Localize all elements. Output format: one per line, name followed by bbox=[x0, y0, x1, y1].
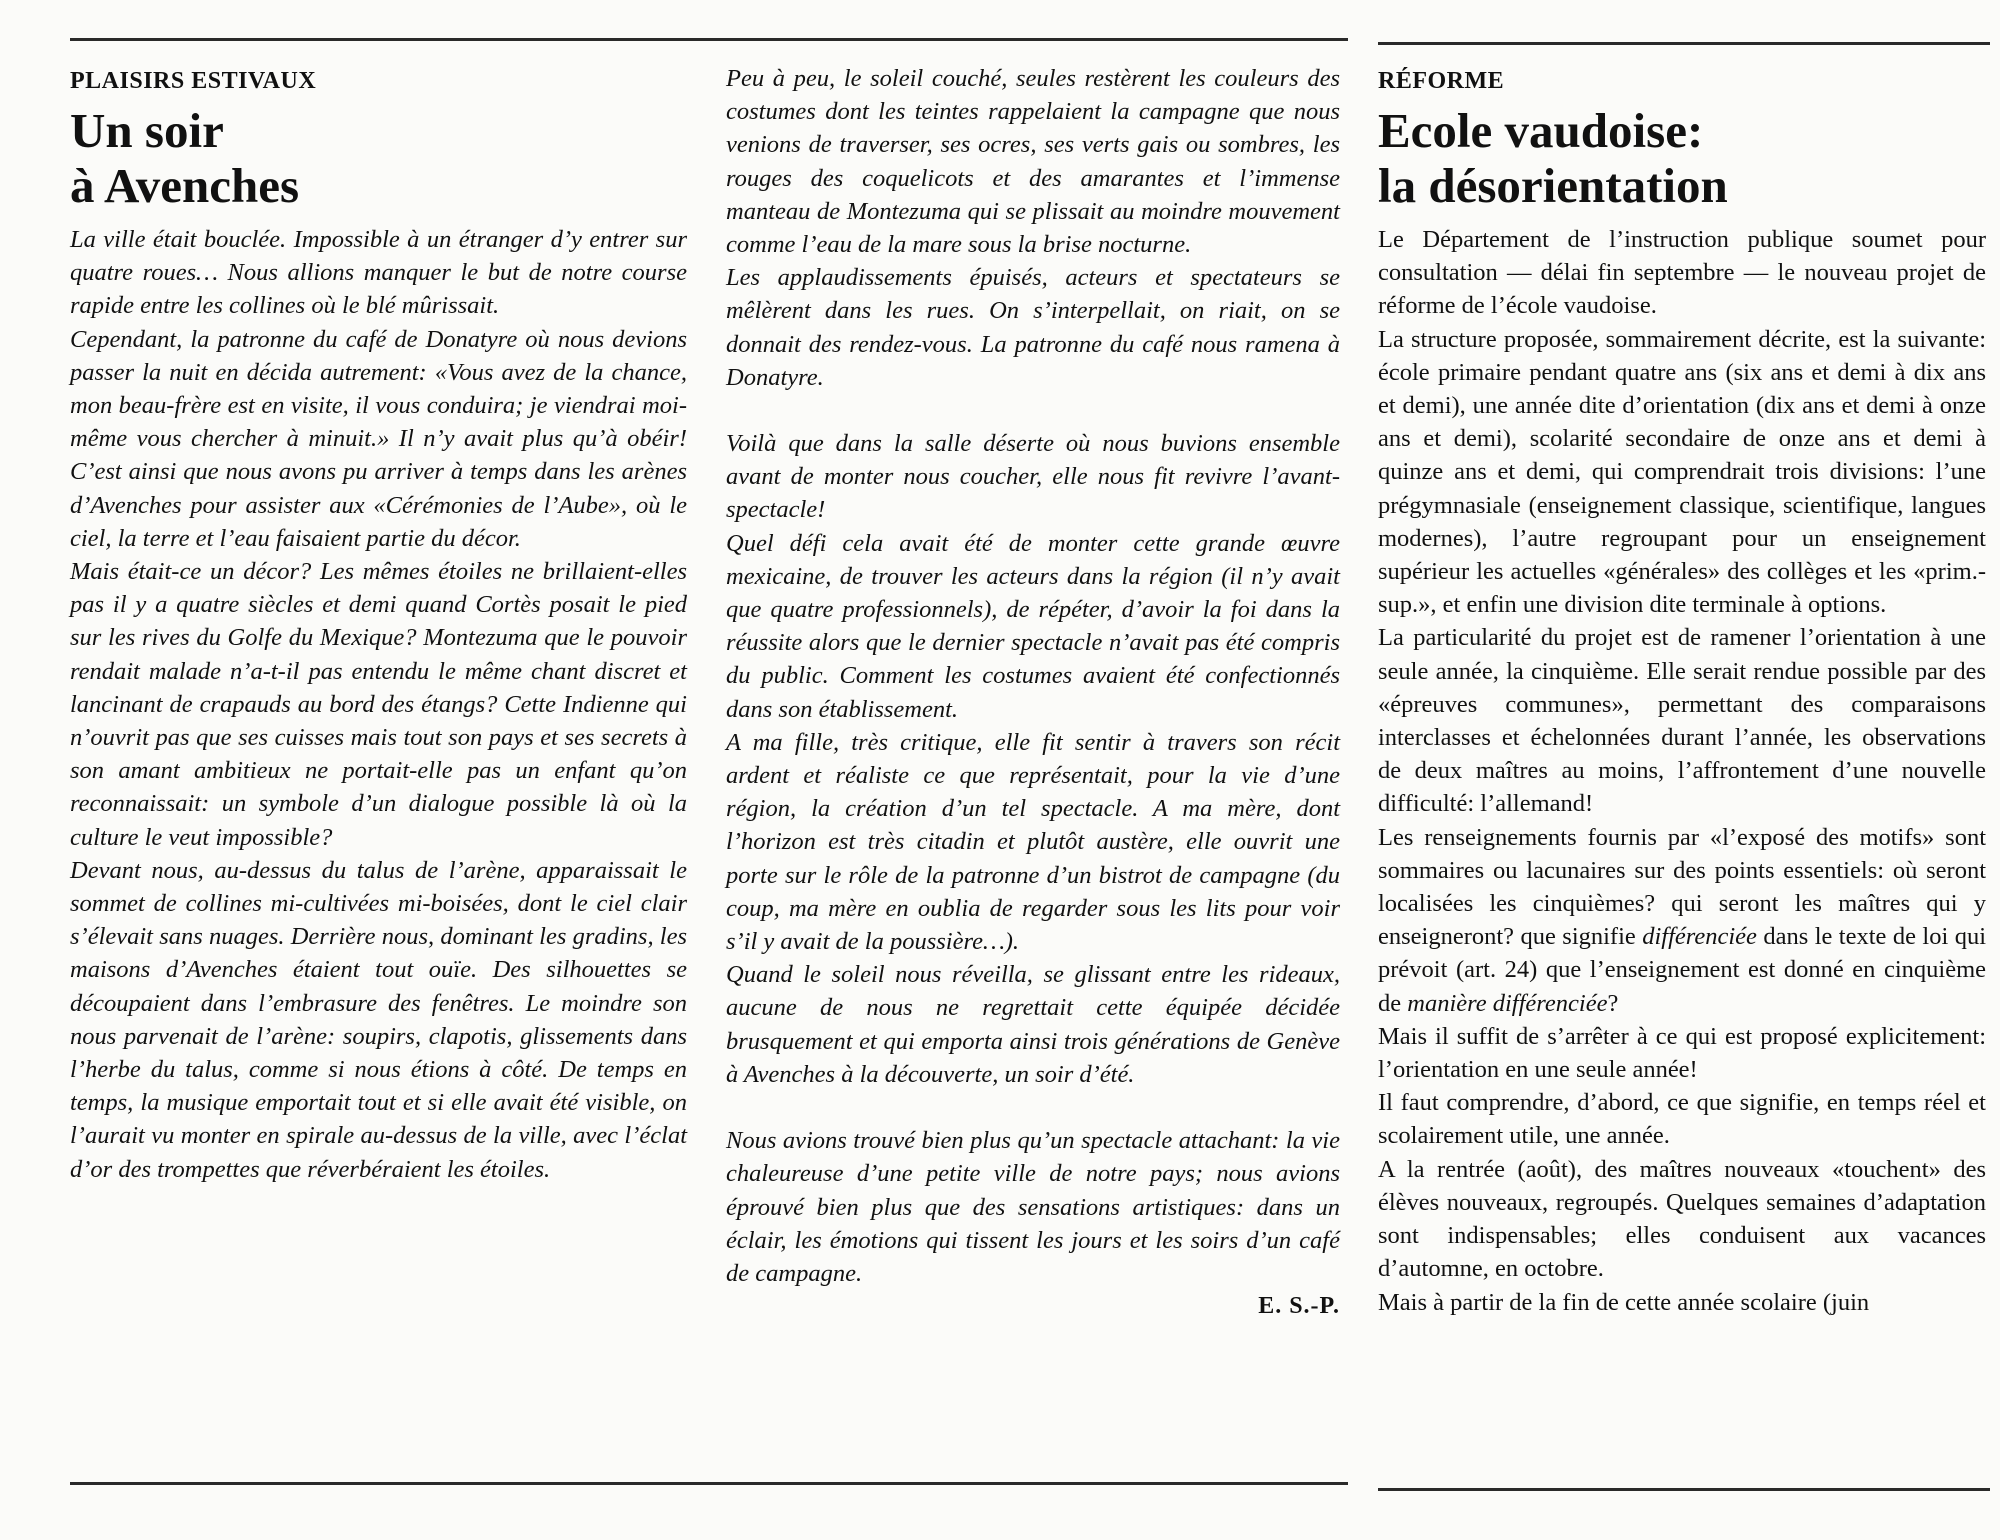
right-p4-text-b: dans le texte de loi qui prévoit (art. 24) que l’enseignement est donné en cinquième de bbox=[1378, 923, 1986, 1017]
middle-paragraph-5: A ma fille, très critique, elle fit sentir à travers son récit ardent et réaliste ce que représentait, pour la vie d’une région, la création d’un tel spectacle. A ma mère, dont l’horizon est très citadin et plutôt austère, elle ouvrit une porte sur le rôle de la patronne d’un bistrot de campagne (du coup, ma mère en oublia de regarder sous les lits pour voir s’il y avait de la poussière…). bbox=[726, 728, 1340, 956]
right-p4-emphasis-1: différenciée bbox=[1642, 923, 1757, 951]
bottom-rule-right bbox=[1378, 1488, 1990, 1491]
left-headline bbox=[70, 103, 687, 213]
right-headline-line1: Ecole vaudoise: bbox=[1378, 103, 1704, 158]
right-article bbox=[1378, 62, 1986, 1319]
right-p4-emphasis-2: manière différenciée bbox=[1407, 989, 1608, 1017]
right-paragraph-8: Mais à partir de la fin de cette année scolaire (juin bbox=[1378, 1288, 1870, 1316]
right-paragraph-1: Le Département de l’instruction publique soumet pour consultation — délai fin septembre — le nouveau projet de réforme de l’école vaudoise. bbox=[1378, 226, 1986, 320]
right-paragraph-5: Mais il suffit de s’arrêter à ce qui est proposé explicitement: l’orientation en une seule année! bbox=[1378, 1022, 1986, 1084]
author-signature: E. S.-P. bbox=[1258, 1293, 1340, 1320]
right-paragraph-4 bbox=[1378, 821, 1986, 1020]
middle-column bbox=[726, 62, 1340, 1323]
right-headline-line2: la désorientation bbox=[1378, 158, 1728, 213]
left-headline-line2: à Avenches bbox=[70, 158, 300, 213]
middle-paragraph-1: Peu à peu, le soleil couché, seules restèrent les couleurs des costumes dont les teintes rappelaient la campagne que nous venions de traverser, ses ocres, ses verts gais ou sombres, les rouges des coquelicots et des amarantes et l’immense manteau de Montezuma qui se plissait au moindre mouvement comme l’eau de la mare sous la brise nocturne. bbox=[726, 65, 1340, 259]
top-rule-left bbox=[70, 38, 1348, 41]
middle-paragraph-3: Voilà que dans la salle déserte où nous buvions ensemble avant de monter nous coucher, elle nous fit revivre l’avant-spectacle! bbox=[726, 430, 1340, 524]
left-kicker: PLAISIRS ESTIVAUX bbox=[70, 68, 317, 94]
left-headline-line1: Un soir bbox=[70, 103, 224, 158]
right-paragraph-7: A la rentrée (août), des maîtres nouveaux «touchent» des élèves nouveaux, regroupés. Quelques semaines d’adaptation sont indispensables; elles conduisent aux vacances d’automne, en octobre. bbox=[1378, 1155, 1986, 1283]
left-paragraph-2: Cependant, la patronne du café de Donatyre où nous devions passer la nuit en décida autrement: «Vous avez de la chance, mon beau-frère est en visite, il vous conduira; je viendrai moi-même vous chercher à minuit.» Il n’y avait plus qu’à obéir! C’est ainsi que nous avons pu arriver à temps dans les arènes d’Avenches pour assister aux «Cérémonies de l’Aube», où le ciel, la terre et l’eau faisaient partie du décor. bbox=[70, 325, 687, 552]
middle-paragraph-7: Nous avions trouvé bien plus qu’un spectacle attachant: la vie chaleureuse d’une petite ville de notre pays; nous avions éprouvé bien plus que des sensations artistiques: dans un éclair, les émotions qui tissent les jours et les soirs d’un café de campagne. bbox=[726, 1127, 1340, 1287]
right-p4-text-a: Les renseignements fournis par «l’exposé des motifs» sont sommaires ou lacunaires sur des points essentiels: où seront localisées les cinquièmes? qui seront les maîtres qui y enseigneront? que signifie bbox=[1378, 823, 1986, 951]
middle-paragraph-2: Les applaudissements épuisés, acteurs et spectateurs se mêlèrent dans les rues. On s’interpellait, on riait, on se donnait des rendez-vous. La patronne du café nous ramena à Donatyre. bbox=[726, 264, 1340, 391]
right-headline bbox=[1378, 103, 1986, 213]
top-rule-right bbox=[1378, 42, 1990, 45]
left-paragraph-3: Mais était-ce un décor? Les mêmes étoiles ne brillaient-elles pas il y a quatre siècles et demi quand Cortès posait le pied sur les rives du Golfe du Mexique? Montezuma que le pouvoir rendait malade n’a-t-il pas entendu le même chant discret et lancinant de crapauds au bord des étangs? Cette Indienne qui n’ouvrit pas que ses cuisses mais tout son pays et ses secrets à son amant ambitieux ne portait-elle pas un enfant qu’on reconnaissait: un symbole d’un dialogue possible là où la culture le veut impossible? bbox=[70, 558, 687, 851]
middle-paragraph-4: Quel défi cela avait été de monter cette grande œuvre mexicaine, de trouver les acteurs dans la région (il n’y avait que quatre professionnels), de répéter, d’avoir la foi dans la réussite alors que le dernier spectacle n’avait pas été compris du public. Comment les costumes avaient été confectionnés dans son établissement. bbox=[726, 529, 1340, 723]
left-article bbox=[70, 62, 687, 1186]
middle-paragraph-6: Quand le soleil nous réveilla, se glissant entre les rideaux, aucune de nous ne regrettait cette équipée décidée brusquement et qui emporta ainsi trois générations de Genève à Avenches à la découverte, un soir d’été. bbox=[726, 961, 1340, 1088]
right-paragraph-6: Il faut comprendre, d’abord, ce que signifie, en temps réel et scolairement utile, une année. bbox=[1378, 1089, 1986, 1150]
left-paragraph-1: La ville était bouclée. Impossible à un étranger d’y entrer sur quatre roues… Nous allions manquer le but de notre course rapide entre les collines où le blé mûrissait. bbox=[70, 226, 687, 320]
left-paragraph-4: Devant nous, au-dessus du talus de l’arène, apparaissait le sommet de collines mi-cultivées mi-boisées, dont le ciel clair s’élevait sans nuages. Derrière nous, dominant les gradins, les maisons d’Avenches étaient tout ouïe. Des silhouettes se découpaient dans l’embrasure des fenêtres. Le moindre son nous parvenait de l’arène: soupirs, clapotis, glissements dans l’herbe du talus, comme si nous étions à côté. De temps en temps, la musique emportait tout et si elle avait été visible, on l’aurait vu monter en spirale au-dessus de la ville, avec l’éclat d’or des trompettes que réverbéraient les étoiles. bbox=[70, 856, 687, 1183]
right-paragraph-2: La structure proposée, sommairement décrite, est la suivante: école primaire pendant quatre ans (six ans et demi à dix ans et demi), une année dite d’orientation (dix ans et demi à onze ans et demi), scolarité secondaire de onze ans et demi à quinze ans et demi, qui comprendrait trois divisions: l’une prégymnasiale (enseignement classique, scientifique, langues modernes), l’autre regroupant pour un enseignement supérieur les actuelles «générales» des collèges et les «prim.-sup.», et enfin une division dite terminale à options. bbox=[1378, 325, 1986, 619]
right-kicker: RÉFORME bbox=[1378, 68, 1505, 94]
right-paragraph-3: La particularité du projet est de ramener l’orientation à une seule année, la cinquième. Elle serait rendue possible par des «épreuves communes», permettant des comparaisons interclasses et échelonnées durant l’année, les observations de deux maîtres au moins, l’affrontement d’une nouvelle difficulté: l’allemand! bbox=[1378, 624, 1986, 818]
bottom-rule-left bbox=[70, 1482, 1348, 1485]
right-p4-text-c: ? bbox=[1607, 989, 1619, 1017]
